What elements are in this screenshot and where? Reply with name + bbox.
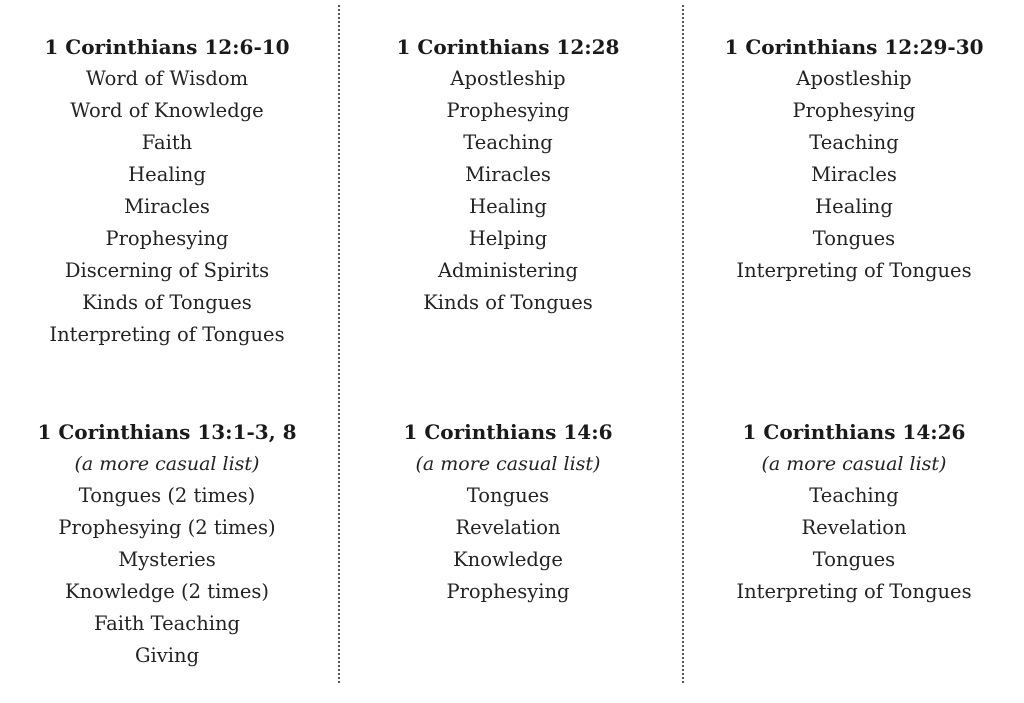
- gift-item: Prophesying: [105, 227, 229, 250]
- gift-item: Faith Teaching: [93, 612, 241, 635]
- list-1-corinthians-14-6: [348, 416, 668, 608]
- gift-item: Miracles: [124, 195, 210, 218]
- gift-item: Teaching: [463, 131, 553, 154]
- list-heading: 1 Corinthians 14:26: [742, 420, 966, 444]
- gift-item: Interpreting of Tongues: [736, 580, 972, 603]
- list-heading: 1 Corinthians 14:6: [403, 420, 613, 444]
- list-note: (a more casual list): [415, 453, 601, 475]
- list-1-corinthians-14-26: [694, 416, 1014, 608]
- gift-item: Interpreting of Tongues: [736, 259, 972, 282]
- list-1-corinthians-12-29-30: [694, 31, 1014, 287]
- gift-item: Prophesying (2 times): [58, 516, 276, 539]
- gift-item: Knowledge: [453, 548, 563, 571]
- list-heading: 1 Corinthians 12:29-30: [724, 35, 984, 59]
- gift-item: Prophesying: [446, 580, 570, 603]
- gift-item: Helping: [468, 227, 548, 250]
- gift-item: Miracles: [811, 163, 897, 186]
- gift-item: Teaching: [809, 484, 899, 507]
- gift-item: Revelation: [455, 516, 561, 539]
- gift-item: Prophesying: [446, 99, 570, 122]
- column-divider-right: [682, 5, 684, 683]
- gift-item: Knowledge (2 times): [65, 580, 269, 603]
- gift-item: Discerning of Spirits: [64, 259, 270, 282]
- gift-item: Word of Wisdom: [85, 67, 249, 90]
- gift-item: Healing: [815, 195, 893, 218]
- list-1-corinthians-12-6-10: [7, 31, 327, 351]
- gift-item: Healing: [469, 195, 547, 218]
- gift-item: Teaching: [809, 131, 899, 154]
- gift-item: Healing: [128, 163, 206, 186]
- list-heading: 1 Corinthians 12:28: [396, 35, 620, 59]
- list-heading: 1 Corinthians 13:1-3, 8: [37, 420, 297, 444]
- gift-item: Apostleship: [450, 67, 566, 90]
- gift-item: Word of Knowledge: [70, 99, 264, 122]
- gift-item: Administering: [437, 259, 579, 282]
- gift-item: Tongues: [466, 484, 550, 507]
- column-divider-left: [338, 5, 340, 683]
- gift-item: Tongues (2 times): [78, 484, 256, 507]
- gift-item: Apostleship: [796, 67, 912, 90]
- gift-list: [7, 480, 327, 672]
- gift-item: Mysteries: [118, 548, 216, 571]
- list-1-corinthians-13-1-3-8: [7, 416, 327, 672]
- gift-list: [348, 480, 668, 608]
- gift-item: Giving: [134, 644, 200, 667]
- gift-list: [7, 63, 327, 351]
- gift-item: Tongues: [812, 227, 896, 250]
- gift-item: Tongues: [812, 548, 896, 571]
- gift-item: Interpreting of Tongues: [49, 323, 285, 346]
- list-heading: 1 Corinthians 12:6-10: [44, 35, 290, 59]
- gift-item: Miracles: [465, 163, 551, 186]
- gift-item: Faith: [141, 131, 193, 154]
- gift-item: Prophesying: [792, 99, 916, 122]
- gift-item: Kinds of Tongues: [423, 291, 593, 314]
- gift-list: [694, 480, 1014, 608]
- gift-list: [694, 63, 1014, 287]
- list-1-corinthians-12-28: [348, 31, 668, 319]
- gift-list: [348, 63, 668, 319]
- list-note: (a more casual list): [74, 453, 260, 475]
- list-note: (a more casual list): [761, 453, 947, 475]
- gift-item: Kinds of Tongues: [82, 291, 252, 314]
- gift-item: Revelation: [801, 516, 907, 539]
